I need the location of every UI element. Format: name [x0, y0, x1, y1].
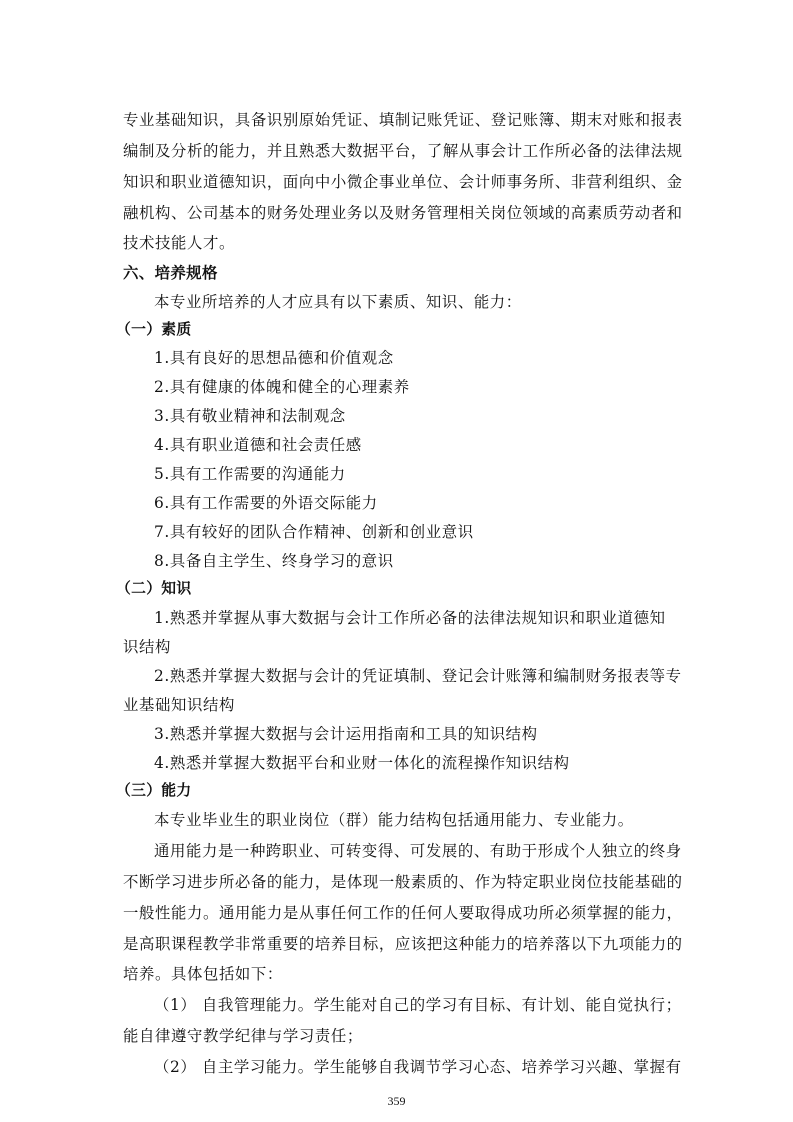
paragraph-line: （1） 自我管理能力。学生能对自己的学习有目标、有计划、能自觉执行；	[154, 996, 682, 1014]
list-item: 5.具有工作需要的沟通能力	[154, 465, 346, 483]
paragraph-line: 通用能力是一种跨职业、可转变得、可发展的、有助于形成个人独立的终身	[154, 842, 682, 860]
list-item: 2.具有健康的体魄和健全的心理素养	[154, 378, 410, 396]
subsection-heading: （一）素质	[116, 321, 192, 338]
list-item: 8.具备自主学生、终身学习的意识	[154, 552, 394, 570]
list-item: 1.具有良好的思想品德和价值观念	[154, 349, 394, 367]
paragraph-line: 本专业毕业生的职业岗位（群）能力结构包括通用能力、专业能力。	[154, 811, 634, 829]
section-heading: 六、培养规格	[123, 264, 218, 282]
subsection-heading: （二）知识	[116, 580, 192, 597]
paragraph-line: 知识和职业道德知识，面向中小微企事业单位、会计师事务所、非营利组织、金	[123, 173, 683, 191]
page-number: 359	[387, 1094, 406, 1108]
paragraph-line: 专业基础知识，具备识别原始凭证、填制记账凭证、登记账簿、期末对账和报表	[123, 111, 683, 129]
paragraph-line: 不断学习进步所必备的能力，是体现一般素质的、作为特定职业岗位技能基础的	[123, 873, 683, 891]
list-item: 1.熟悉并掌握从事大数据与会计工作所必备的法律法规知识和职业道德知	[154, 609, 666, 627]
paragraph-line: 技术技能人才。	[123, 234, 235, 252]
list-item: 2.熟悉并掌握大数据与会计的凭证填制、登记会计账簿和编制财务报表等专	[154, 667, 682, 685]
list-item: 4.具有职业道德和社会责任感	[154, 436, 362, 454]
paragraph-line: 培养。具体包括如下：	[123, 965, 283, 983]
paragraph-line: 识结构	[123, 638, 171, 656]
paragraph-line: 是高职课程教学非常重要的培养目标，应该把这种能力的培养落以下九项能力的	[123, 935, 683, 953]
paragraph-line: 能自律遵守教学纪律与学习责任；	[123, 1027, 363, 1045]
list-item: 7.具有较好的团队合作精神、创新和创业意识	[154, 523, 474, 541]
paragraph-line: 业基础知识结构	[123, 696, 235, 714]
paragraph-line: 编制及分析的能力，并且熟悉大数据平台，了解从事会计工作所必备的法律法规	[123, 142, 683, 160]
paragraph-line: 融机构、公司基本的财务处理业务以及财务管理相关岗位领域的高素质劳动者和	[123, 204, 683, 222]
paragraph-line: （2） 自主学习能力。学生能够自我调节学习心态、培养学习兴趣、掌握有	[154, 1058, 682, 1076]
list-item: 6.具有工作需要的外语交际能力	[154, 494, 378, 512]
paragraph-line: 一般性能力。通用能力是从事任何工作的任何人要取得成功所必须掌握的能力，	[123, 904, 683, 922]
list-item: 3.具有敬业精神和法制观念	[154, 407, 346, 425]
list-item: 3.熟悉并掌握大数据与会计运用指南和工具的知识结构	[154, 725, 538, 743]
subsection-heading: （三）能力	[116, 782, 192, 799]
list-item: 4.熟悉并掌握大数据平台和业财一体化的流程操作知识结构	[154, 754, 570, 772]
paragraph-line: 本专业所培养的人才应具有以下素质、知识、能力：	[154, 293, 522, 311]
